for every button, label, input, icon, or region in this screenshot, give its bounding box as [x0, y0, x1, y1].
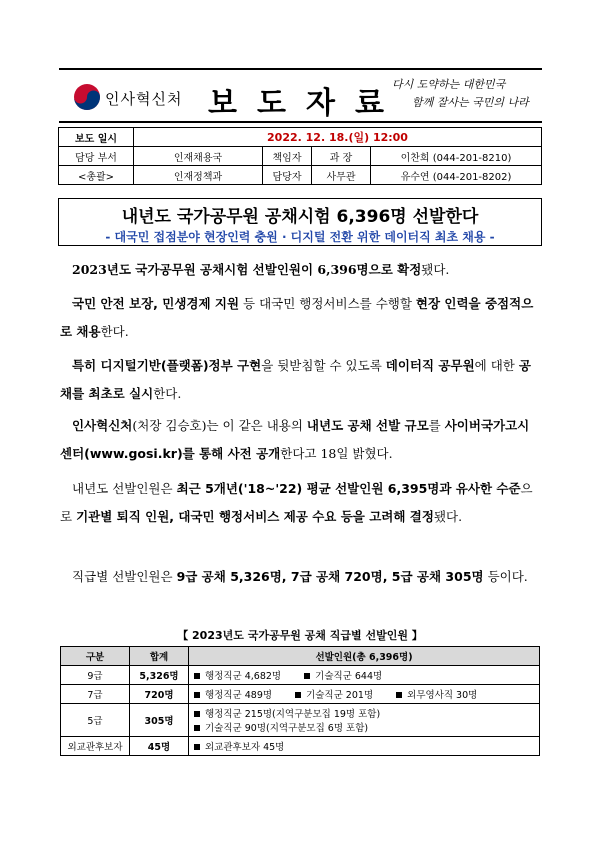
row-total: 5,326명 [130, 666, 189, 685]
dept-sub: <총괄> [59, 166, 134, 185]
list-item [192, 742, 284, 753]
p4-text-2: 를 [428, 418, 445, 433]
item-text: 행정직군 489명 [205, 690, 273, 701]
bullet-square-icon [194, 711, 200, 717]
item-text: 외교관후보자 45명 [205, 742, 285, 753]
table-row [61, 704, 540, 737]
p4-text-1: (처장 김승호)는 이 같은 내용의 [132, 418, 307, 433]
p6-text-1: 직급별 선발인원은 [72, 569, 177, 584]
bullet-square-icon [194, 744, 200, 750]
item-text: 기술직군 201명 [306, 690, 374, 701]
row-grade: 7급 [61, 685, 130, 704]
header-grade: 구분 [61, 647, 130, 666]
p3-text-2: 에 대한 [474, 358, 519, 373]
paragraph-5 [60, 475, 540, 531]
p4-text-3: 한다고 18일 밝혔다. [280, 446, 393, 461]
item-text: 기술직군 90명(지역구분모집 6명 포함) [205, 723, 369, 734]
p4-bold-1: 인사혁신처 [72, 418, 133, 433]
p5-bold-1: 최근 5개년('18~'22) 평균 선발인원 6,395명과 유사한 수준 [176, 481, 521, 496]
paragraph-1 [60, 256, 540, 284]
bullet-square-icon [194, 692, 200, 698]
dept-label: 담당 부서 [59, 147, 134, 166]
p2-text-1: 등 대국민 행정서비스를 수행할 [239, 296, 416, 311]
table-row [61, 685, 540, 704]
p6-text-2: 등이다. [483, 569, 528, 584]
paragraph-3 [60, 352, 540, 408]
list-item [394, 690, 477, 701]
list-item [302, 671, 382, 682]
p2-bold-2: 현장 인력을 중점적으로 채용 [60, 296, 534, 339]
date-label: 보도 일시 [59, 128, 134, 147]
bullet-square-icon [396, 692, 402, 698]
list-item [192, 690, 272, 701]
row-items [189, 737, 540, 756]
title-1: 과 장 [312, 147, 371, 166]
page-title: 보도자료 [208, 86, 404, 121]
header-bottom-rule [59, 121, 542, 123]
role-1: 책임자 [263, 147, 312, 166]
press-info-table [58, 127, 542, 185]
paragraph-4 [60, 412, 540, 468]
bullet-square-icon [194, 725, 200, 731]
row-grade: 9급 [61, 666, 130, 685]
item-text: 기술직군 644명 [315, 671, 383, 682]
list-item [293, 690, 373, 701]
p3-text-3: 한다. [153, 386, 182, 401]
header-top-rule [59, 68, 542, 70]
headline-box [58, 198, 542, 246]
p2-text-2: 한다. [100, 324, 129, 339]
row-items [189, 685, 540, 704]
government-emblem-icon [72, 82, 102, 112]
table-row [61, 737, 540, 756]
p4-bold-2: 내년도 공채 선발 규모 [306, 418, 429, 433]
person-2: 유수연 (044-201-8202) [371, 166, 542, 185]
table-caption: 【 2023년도 국가공무원 공채 직급별 선발인원 】 [177, 629, 423, 642]
role-2: 담당자 [263, 166, 312, 185]
p3-text-1: 을 뒷받침할 수 있도록 [261, 358, 386, 373]
dept-2: 인재정책과 [134, 166, 263, 185]
person-1: 이찬희 (044-201-8210) [371, 147, 542, 166]
p1-text: 됐다. [421, 262, 450, 277]
p1-bold: 2023년도 국가공무원 공채시험 선발인원이 6,396명으로 확정 [72, 262, 422, 277]
headline: 내년도 국가공무원 공채시험 6,396명 선발한다 [121, 207, 479, 227]
bullet-square-icon [304, 673, 310, 679]
p4-bold-3: 사이버국가고시센터(www.gosi.kr)를 통해 사전 공개 [60, 418, 530, 461]
org-name: 인사혁신처 [105, 90, 183, 108]
slogan-line-1: 다시 도약하는 대한민국 [392, 78, 506, 91]
p5-bold-2: 기관별 퇴직 인원, 대국민 행정서비스 제공 수요 등을 고려해 결정 [76, 509, 434, 524]
row-total: 45명 [130, 737, 189, 756]
p5-text-2: 으로 [60, 481, 533, 524]
list-item [192, 671, 281, 682]
date-value: 2022. 12. 18.(일) 12:00 [134, 128, 542, 147]
item-text: 행정직군 4,682명 [205, 671, 282, 682]
subheadline: - 대국민 접점분야 현장인력 충원 · 디지털 전환 위한 데이터직 최초 채용 - [105, 230, 495, 244]
list-item [192, 706, 536, 720]
header-selection: 선발인원(총 6,396명) [189, 647, 540, 666]
p3-bold-2: 데이터직 공무원 [385, 358, 475, 373]
row-items [189, 666, 540, 685]
p5-text-1: 내년도 선발인원은 [72, 481, 177, 496]
list-item [192, 720, 536, 734]
row-grade: 외교관후보자 [61, 737, 130, 756]
row-grade: 5급 [61, 704, 130, 737]
bullet-square-icon [194, 673, 200, 679]
p3-bold-1: 특히 디지털기반(플랫폼)정부 구현 [72, 358, 262, 373]
p2-bold-1: 국민 안전 보장, 민생경제 지원 [72, 296, 240, 311]
paragraph-6 [60, 563, 540, 591]
paragraph-2 [60, 290, 540, 346]
table-row [61, 666, 540, 685]
title-2: 사무관 [312, 166, 371, 185]
bullet-square-icon [295, 692, 301, 698]
p5-text-3: 됐다. [433, 509, 463, 524]
table-header-row [61, 647, 540, 666]
p6-bold-1: 9급 공채 5,326명, 7급 공채 720명, 5급 공채 305명 [176, 569, 484, 584]
row-total: 720명 [130, 685, 189, 704]
slogan-line-2: 함께 잘사는 국민의 나라 [412, 96, 529, 109]
header-total: 합계 [130, 647, 189, 666]
grade-table [60, 646, 540, 756]
row-items [189, 704, 540, 737]
slogan [392, 76, 542, 112]
dept-1: 인재채용국 [134, 147, 263, 166]
item-text: 행정직군 215명(지역구분모집 19명 포함) [205, 709, 381, 720]
item-text: 외무영사직 30명 [407, 690, 478, 701]
p3-bold-3: 공채를 최초로 실시 [60, 358, 531, 401]
row-total: 305명 [130, 704, 189, 737]
